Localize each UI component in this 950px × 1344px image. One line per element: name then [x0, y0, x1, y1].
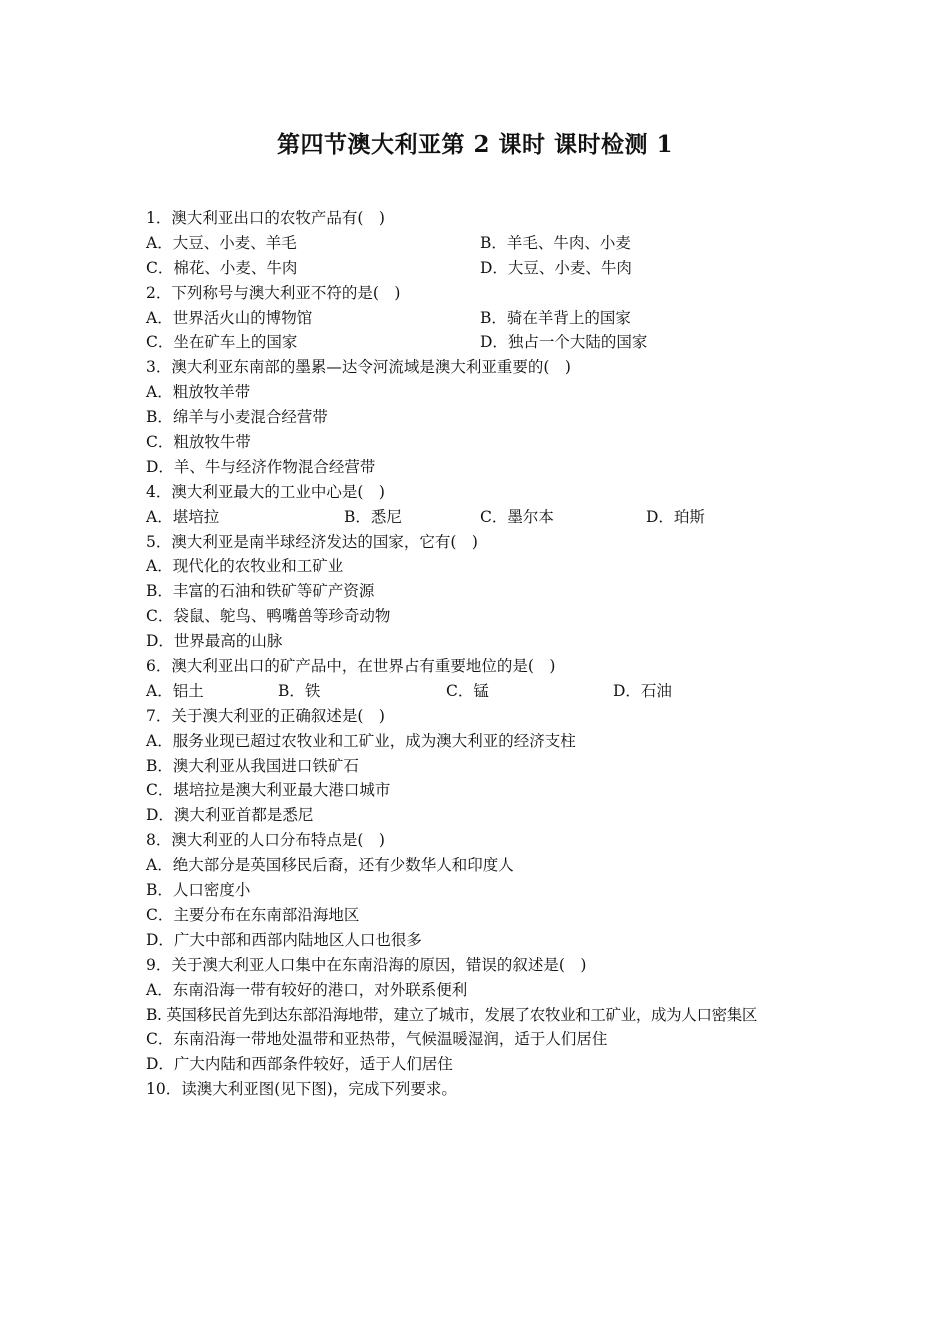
question-3-option-d: D．羊、牛与经济作物混合经营带: [146, 457, 376, 476]
question-5-stem: 5．澳大利亚是南半球经济发达的国家，它有( ): [146, 532, 478, 551]
page-title: 第四节澳大利亚第 2 课时 课时检测 1: [276, 131, 674, 158]
question-4-option-d: D．珀斯: [646, 507, 705, 526]
question-4-option-a: A．堪培拉: [146, 507, 220, 526]
question-2-stem: 2．下列称号与澳大利亚不符的是( ): [146, 283, 401, 302]
question-6-option-a: A．铝土: [146, 681, 204, 700]
question-8-option-a: A．绝大部分是英国移民后裔，还有少数华人和印度人: [146, 856, 514, 875]
question-1-option-b: B．羊毛、牛肉、小麦: [480, 233, 631, 252]
question-10-stem: 10．读澳大利亚图(见下图)，完成下列要求。: [146, 1080, 457, 1099]
question-5-option-d: D．世界最高的山脉: [146, 632, 283, 651]
question-9-option-d: D．广大内陆和西部条件较好，适于人们居住: [146, 1055, 453, 1074]
question-5-option-b: B．丰富的石油和铁矿等矿产资源: [146, 582, 375, 601]
question-5-option-a: A．现代化的农牧业和工矿业: [146, 557, 344, 576]
question-8-option-d: D．广大中部和西部内陆地区人口也很多: [146, 930, 422, 949]
question-8-option-b: B．人口密度小: [146, 881, 251, 900]
question-2-option-a: A．世界活火山的博物馆: [146, 308, 313, 327]
question-4-option-b: B．悉尼: [344, 507, 402, 526]
question-7-option-b: B．澳大利亚从我国进口铁矿石: [146, 756, 359, 775]
question-1-row-2: [146, 256, 826, 281]
question-list: [146, 206, 826, 1102]
question-4-option-c: C．墨尔本: [480, 507, 554, 526]
question-4-row: [146, 505, 826, 530]
question-7-option-c: C．堪培拉是澳大利亚最大港口城市: [146, 781, 391, 800]
question-3-option-c: C．粗放牧牛带: [146, 433, 251, 452]
question-1-stem: 1．澳大利亚出口的农牧产品有( ): [146, 209, 385, 227]
question-2-row-2: [146, 330, 826, 355]
question-9-option-c: C．东南沿海一带地处温带和亚热带，气候温暖湿润，适于人们居住: [146, 1030, 608, 1049]
question-3-stem: 3．澳大利亚东南部的墨累—达令河流域是澳大利亚重要的( ): [146, 358, 571, 377]
question-2-option-c: C．坐在矿车上的国家: [146, 333, 298, 352]
question-9-option-b: B. 英国移民首先到达东部沿海地带，建立了城市，发展了农牧业和工矿业，成为人口密集区: [146, 1005, 758, 1024]
question-8-stem: 8．澳大利亚的人口分布特点是( ): [146, 831, 385, 850]
question-7-option-d: D．澳大利亚首都是悉尼: [146, 806, 314, 825]
question-6-option-c: C．锰: [446, 681, 489, 700]
question-5-option-c: C．袋鼠、鸵鸟、鸭嘴兽等珍奇动物: [146, 607, 391, 626]
question-6-option-b: B．铁: [278, 681, 321, 700]
question-6-stem: 6．澳大利亚出口的矿产品中，在世界占有重要地位的是( ): [146, 657, 556, 676]
question-7-stem: 7．关于澳大利亚的正确叙述是( ): [146, 706, 385, 725]
question-1-option-d: D．大豆、小麦、牛肉: [480, 258, 632, 277]
question-2-option-b: B．骑在羊背上的国家: [480, 308, 631, 327]
question-6-row: [146, 679, 826, 704]
question-2-row-1: [146, 306, 826, 331]
question-4-stem: 4．澳大利亚最大的工业中心是( ): [146, 482, 385, 501]
question-7-option-a: A．服务业现已超过农牧业和工矿业，成为澳大利亚的经济支柱: [146, 731, 576, 750]
question-8-option-c: C．主要分布在东南部沿海地区: [146, 905, 360, 924]
question-1-option-a: A．大豆、小麦、羊毛: [146, 233, 297, 252]
question-6-option-d: D．石油: [613, 681, 672, 700]
question-1-option-c: C．棉花、小麦、牛肉: [146, 258, 298, 277]
question-9-stem: 9．关于澳大利亚人口集中在东南沿海的原因，错误的叙述是( ): [146, 955, 587, 974]
question-3-option-a: A．粗放牧羊带: [146, 383, 251, 402]
question-1-row-1: [146, 231, 826, 256]
question-2-option-d: D．独占一个大陆的国家: [480, 333, 648, 352]
question-3-option-b: B．绵羊与小麦混合经营带: [146, 408, 328, 427]
question-9-option-a: A．东南沿海一带有较好的港口，对外联系便利: [146, 980, 468, 999]
